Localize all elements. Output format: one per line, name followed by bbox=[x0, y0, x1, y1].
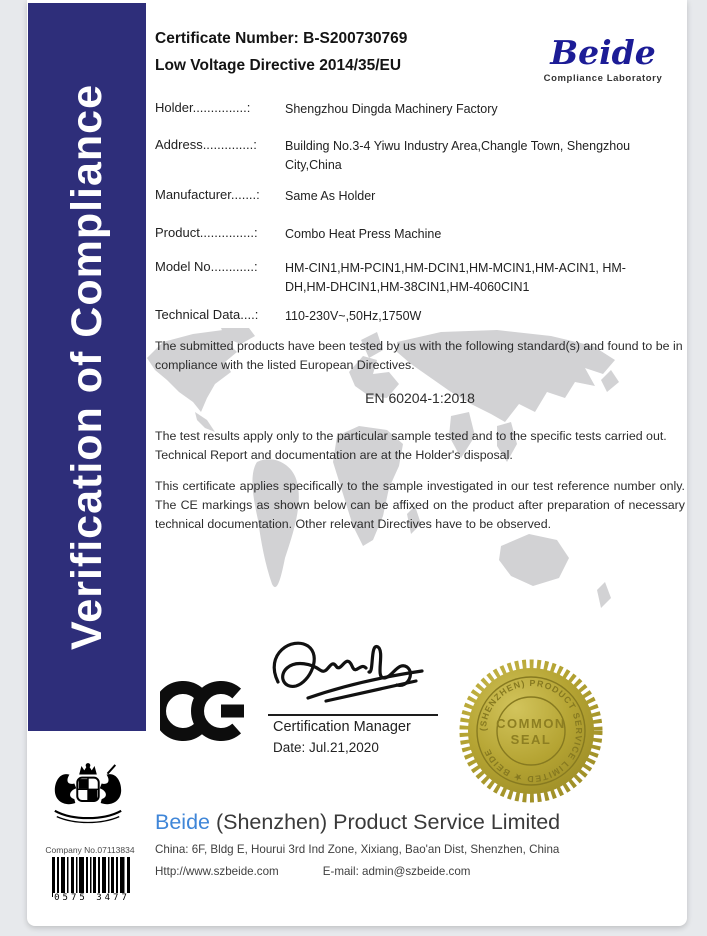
seal-center-line1: COMMON bbox=[496, 716, 566, 731]
beide-logo-text: Beide bbox=[550, 33, 656, 72]
field-label: Product...............: bbox=[155, 225, 258, 240]
footer-company-name-rest: (Shenzhen) Product Service Limited bbox=[210, 810, 561, 834]
field-value: Same As Holder bbox=[285, 189, 376, 203]
field-row-manufacturer bbox=[155, 187, 683, 206]
seal-center-line2: SEAL bbox=[510, 732, 552, 747]
footer-email: E-mail: admin@szbeide.com bbox=[322, 865, 471, 878]
ce-mark-icon bbox=[160, 676, 246, 746]
signer-title: Certification Manager bbox=[273, 719, 411, 735]
field-label: Holder...............: bbox=[155, 100, 251, 115]
sidebar-title: Verification of Compliance bbox=[62, 84, 111, 650]
field-row-model bbox=[155, 259, 683, 297]
beide-logo bbox=[523, 33, 683, 84]
barcode bbox=[52, 857, 130, 897]
field-value: Building No.3-4 Yiwu Industry Area,Changle Town, Shengzhou City,China bbox=[285, 139, 631, 172]
seal-ring-text: (SHENZHEN) PRODUCT SERVICE LIMITED ★ BEIDE bbox=[477, 677, 585, 785]
sidebar-banner bbox=[28, 3, 146, 731]
field-value: 110-230V~,50Hz,1750W bbox=[285, 309, 422, 323]
signature-line bbox=[268, 714, 438, 716]
footer-address: China: 6F, Bldg E, Hourui 3rd Ind Zone, Xixiang, Bao'an Dist, Shenzhen, China bbox=[155, 843, 560, 856]
directive-line: Low Voltage Directive 2014/35/EU bbox=[155, 57, 402, 74]
field-row-product bbox=[155, 225, 683, 244]
field-label: Model No............: bbox=[155, 259, 258, 274]
signature bbox=[256, 634, 461, 712]
certificate-number: Certificate Number: B-S200730769 bbox=[155, 30, 408, 47]
paragraph-certificate-scope: This certificate applies specifically to the sample investigated in our test reference number only. The CE markings as shown below can be affixed on the product after preparation of necessary technical documentation. Other relevant Directives have to be observed. bbox=[155, 479, 685, 532]
signature-date: Date: Jul.21,2020 bbox=[273, 740, 379, 755]
footer-company-name-highlight: Beide bbox=[155, 810, 210, 834]
common-seal-icon bbox=[457, 657, 605, 805]
company-number: Company No.07113834 bbox=[45, 845, 135, 855]
beide-logo-subtitle: Compliance Laboratory bbox=[543, 72, 663, 84]
field-label: Technical Data....: bbox=[155, 307, 259, 322]
field-row-technical-data bbox=[155, 307, 683, 326]
standard-text: EN 60204-1:2018 bbox=[365, 390, 475, 406]
field-value: HM-CIN1,HM-PCIN1,HM-DCIN1,HM-MCIN1,HM-ACIN1, HM-DH,HM-DHCIN1,HM-38CIN1,HM-4060CIN1 bbox=[285, 261, 626, 294]
footer-company-name bbox=[155, 810, 560, 835]
paragraph-tested: The submitted products have been tested by us with the following standard(s) and found to be in compliance with the listed European Directives. bbox=[155, 339, 683, 373]
footer-contact-line bbox=[155, 865, 470, 878]
barcode-digits: 0575 3477 bbox=[54, 893, 130, 903]
field-row-address bbox=[155, 137, 683, 175]
field-value: Combo Heat Press Machine bbox=[285, 227, 442, 241]
paragraph-test-results: The test results apply only to the particular sample tested and to the specific tests carried out. Technical Report and documentation are at the Holder's disposal. bbox=[155, 429, 667, 463]
field-label: Manufacturer.......: bbox=[155, 187, 260, 202]
field-row-holder bbox=[155, 100, 683, 119]
field-label: Address..............: bbox=[155, 137, 257, 152]
footer-website: Http://www.szbeide.com bbox=[155, 865, 279, 878]
royal-coat-of-arms-icon bbox=[44, 762, 132, 842]
field-value: Shengzhou Dingda Machinery Factory bbox=[285, 102, 498, 116]
